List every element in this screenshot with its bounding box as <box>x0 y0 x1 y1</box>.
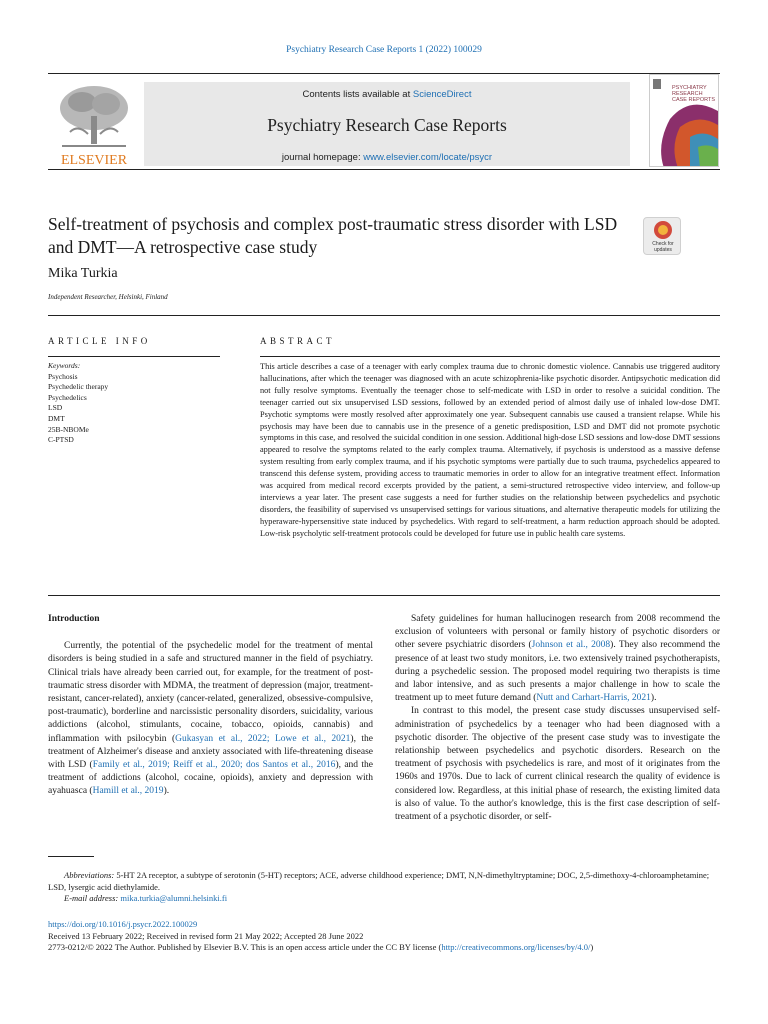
crossmark-inner-icon <box>658 225 668 235</box>
footnote-divider <box>48 856 94 857</box>
abstract-heading: ABSTRACT <box>260 336 336 346</box>
author-name: Mika Turkia <box>48 266 118 281</box>
body-text: ), and the treatment of addictions (alcohol, cocaine, opioids), anxiety and depression with ayahuasca ( <box>48 760 374 797</box>
reference-link[interactable]: Hamill et al., 2019 <box>92 786 164 797</box>
keywords-label: Keywords: <box>48 361 81 370</box>
body-text: Currently, the potential of the psychedelic model for the treatment of mental disorders is being studied in a safe and structured manner in the field of psychiatry. Clinical trials have already been carried out, for example, for the treatment of post-traumatic stress disorder with MDMA, the treatment of depression (major, treatment-resistant, cancer-related), anxiety (cancer-related, generalized, obsessive-compulsive, post-traumatic), borderline and narcissistic personality disorders, suicidality, various addictions (alcohol, stimulants, cocaine, tobacco, opioids, cannabis) and inflammation with psilocybin ( <box>48 641 373 744</box>
reference-link[interactable]: Johnson et al., 2008 <box>531 640 611 651</box>
keyword-item: DMT <box>48 413 65 423</box>
abstract-text: This article describes a case of a teenager with early complex trauma due to chronic domestic violence. Cannabis use triggered auditory hallucinations, after which the teenager was diagnosed with an acute schizophrenia-like psychotic disorder. Antipsychotic medication did not fully resolve symptoms. Eventually the teenager chose to self-medicate with LSD in order to resolve a suicidal condition. The teenager carried out six unsupervised LSD sessions, followed by an extended period of almost daily use of inhaled low-dose DMT. Psychotic symptoms were mostly resolved after approximately one year. Subsequent cannabis use caused a transient relapse. While his psychosis may have been due to cannabis use in the presence of a genetic predisposition, LSD and DMT did not promote psychotic symptoms in this case, and resolved the suicidal condition in one session. Additional high-dose LSD sessions and low-dose DMT sessions appeared to resolve the symptoms related to the early complex trauma. Alternatively, if psychosis is understood as a massive defense system resulting from early complex trauma, and if his psychotic symptoms were partially due to such trauma, psychedelics appeared to transcend this defense system, providing access to traumatic memories in order to allow for an integrative treatment effect. Information was acquired from medical record excerpts provided by the patient, a semi-structured retrospective video interview, and follow-up interviews a year later. The present case suggests a need for further studies on the relationship between psychedelics and psychotic disorders, the feasibility of supervised vs unsupervised settings for various situations, and alternative therapeutic models for utilizing the hyperaware-hypersensitive state induced by psychedelics. With regard to self-treatment, a harm reduction approach should be adopted. Low-risk psycholytic self-treatment protocols could be developed for future use in public health care systems. <box>260 362 720 538</box>
check-for-updates-badge[interactable] <box>643 217 681 255</box>
contents-line <box>144 89 630 100</box>
body-text: ). <box>163 786 170 797</box>
keywords-list <box>48 361 108 446</box>
journal-masthead <box>48 73 720 170</box>
license-text-end: ) <box>590 942 594 953</box>
journal-citation[interactable]: Psychiatry Research Case Reports 1 (2022) 100029 <box>286 45 482 55</box>
article-footer <box>48 919 720 954</box>
article-title: Self-treatment of psychosis and complex post-traumatic stress disorder with LSD and DMT—A retrospective case study <box>48 214 618 257</box>
journal-banner <box>144 82 630 166</box>
divider <box>48 356 220 357</box>
keyword-item: Psychedelics <box>48 392 87 402</box>
license-text: 2773-0212/© 2022 The Author. Published by Elsevier B.V. This is an open access article under the CC BY license ( <box>48 942 442 953</box>
section-heading-introduction: Introduction <box>48 614 100 624</box>
keyword-item: Psychedelic therapy <box>48 382 109 392</box>
keyword-item: C-PTSD <box>48 435 74 445</box>
body-paragraph <box>48 640 373 798</box>
reference-link[interactable]: Family et al., 2019; Reiff et al., 2020; dos Santos et al., 2016 <box>92 760 336 771</box>
body-text: ), the treatment of Alzheimer's disease and anxiety associated with life-threatening disease with LSD ( <box>48 733 373 771</box>
license-line <box>48 942 720 954</box>
elsevier-wordmark: ELSEVIER <box>60 153 128 168</box>
elsevier-logo <box>48 80 140 168</box>
elsevier-tree-icon <box>48 80 140 168</box>
body-column-left <box>48 613 373 799</box>
contents-prefix: Contents lists available at <box>302 89 411 100</box>
body-text: ). <box>650 693 657 704</box>
keyword-item: 25B-NBOMe <box>48 424 89 434</box>
divider <box>48 595 720 596</box>
author-affiliation: Independent Researcher, Helsinki, Finland <box>48 293 168 301</box>
article-info-heading: ARTICLE INFO <box>48 336 151 346</box>
abbreviations-text: 5-HT 2A receptor, a subtype of serotonin (5-HT) receptors; ACE, adverse childhood experience; DMT, N,N-dimethyltryptamine; DOC, 2,5-dimethoxy-4-chloroamphetamine; LSD, lysergic acid diethylamide. <box>48 870 710 892</box>
email-label: E-mail address: <box>64 893 119 904</box>
body-column-right <box>395 613 720 824</box>
reference-link[interactable]: Nutt and Carhart-Harris, 2021 <box>536 693 651 704</box>
keyword-item: Psychosis <box>48 371 78 381</box>
doi-link[interactable]: https://doi.org/10.1016/j.psycr.2022.100029 <box>48 919 198 929</box>
homepage-line <box>144 152 630 163</box>
crossmark-label: Check for updates <box>652 241 674 253</box>
divider <box>48 315 720 316</box>
email-link[interactable]: mika.turkia@alumni.helsinki.fi <box>120 893 228 904</box>
body-paragraph: In contrast to this model, the present case study discusses unsupervised self-administration of psychedelics by a teenager who had been diagnosed with a psychotic disorder. The objective of the present case study was to investigate the relationship between psychedelics and psychotic disorders. Research on the treatment of psychosis with psychedelics is rare, and most of it originates from the 1960s and 1970s. Due to lack of current clinical research the quality of evidence is considered low. Regardless, at this initial phase of research, the existing limited data is also of value. To the author's knowledge, this is the first case description of self-treatment of a psychotic disorder, or self- <box>395 706 720 823</box>
homepage-prefix: journal homepage: <box>281 152 361 163</box>
journal-name[interactable]: Psychiatry Research Case Reports <box>267 115 507 135</box>
sciencedirect-link[interactable]: ScienceDirect <box>412 89 472 100</box>
email-footnote <box>48 893 720 905</box>
keyword-item: LSD <box>48 403 63 413</box>
body-paragraph <box>395 613 720 705</box>
divider <box>260 356 720 357</box>
article-dates: Received 13 February 2022; Received in revised form 21 May 2022; Accepted 28 June 2022 <box>48 930 364 941</box>
abbreviations-label: Abbreviations: <box>64 870 115 880</box>
body-text: ). They also recommend the presence of at least two study monitors, i.e. two extensively trained psychotherapists, during a psychedelic session. The proposed model requiring two therapists is time and labor intensive, and as such presents a major challenge in how to scale the treatment up to meet future demand ( <box>395 640 721 704</box>
reference-link[interactable]: Gukasyan et al., 2022; Lowe et al., 2021 <box>175 733 351 744</box>
homepage-link[interactable]: www.elsevier.com/locate/psycr <box>363 152 493 163</box>
journal-cover-thumbnail[interactable] <box>649 74 719 167</box>
abbreviations-footnote <box>48 870 720 893</box>
body-text: Safety guidelines for human hallucinogen research from 2008 recommend the exclusion of volunteers with personal or family history of psychotic disorders or other severe psychiatric disorders ( <box>395 614 720 651</box>
cover-title: PSYCHIATRY RESEARCH CASE REPORTS <box>672 85 715 103</box>
license-link[interactable]: http://creativecommons.org/licenses/by/4.0/ <box>441 942 591 953</box>
footnotes <box>48 870 720 905</box>
